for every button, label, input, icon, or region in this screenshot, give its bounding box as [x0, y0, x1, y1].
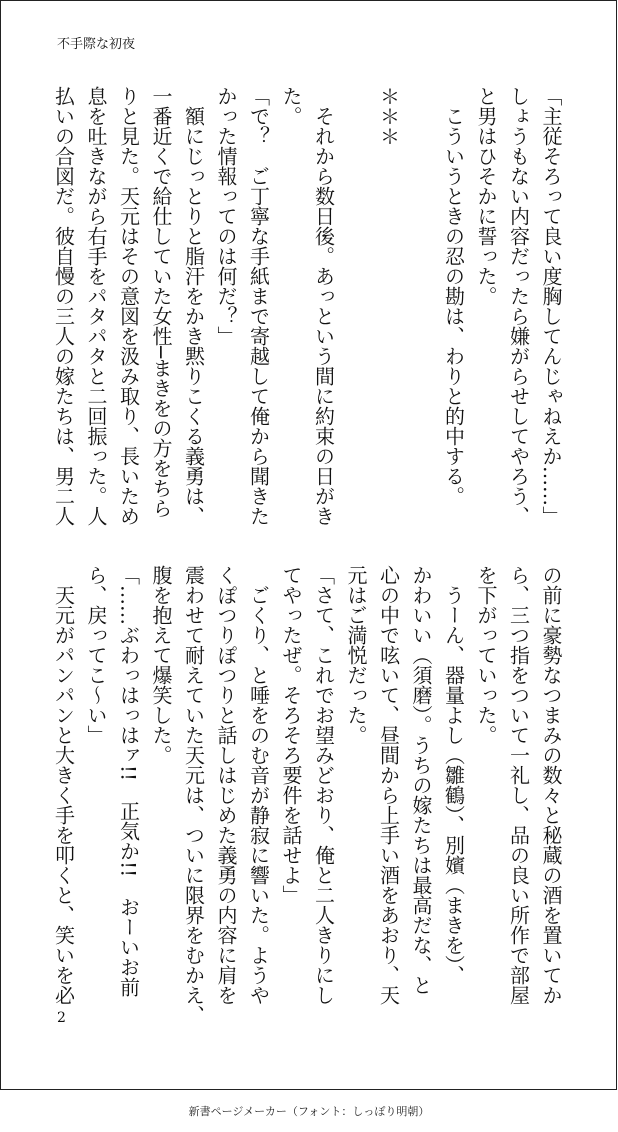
text-column: かわいい（須磨）。うちの嫁たちは最高だな、と [409, 565, 433, 995]
text-column: 元はご満悦だった。 [344, 565, 368, 745]
text-column: 「……ぶわっはっはァ!! 正気か!! おーいお前 [116, 565, 141, 998]
text-column: 天元がパンパンと大きく手を叩くと、笑いを必 [51, 565, 76, 1005]
text-column: 「さて、これでお望みどおり、俺と二人きりにし [311, 565, 336, 1005]
text-column: 「主従そろって良い度胸してんじゃねえか……」 [539, 86, 563, 526]
text-column: ＊＊＊ [376, 86, 401, 146]
text-block-top [47, 86, 567, 532]
text-column: ら、戻ってこ〜い」 [84, 565, 108, 745]
text-column [405, 86, 438, 532]
footer-caption: 新書ページメーカー（フォント：しっぽり明朝） [188, 1105, 430, 1118]
text-column: こういうときの忍の勘は、わりと的中する。 [441, 86, 466, 506]
text-column: 息を吐きながら右手をパタパタと二回振った。人 [84, 86, 108, 526]
text-column: ら、三つ指をついて一礼し、品の良い所作で部屋 [506, 565, 531, 1005]
text-column: 額にじっとりと脂汗をかき黙りこくる義勇は、 [181, 86, 206, 526]
text-column: うーん、器量よし（雛鶴）、別嬪（まきを）、 [441, 565, 466, 985]
text-column: 心の中で呟いて、昼間から上手い酒をあおり、天 [376, 565, 401, 1005]
text-column: を下がっていった。 [474, 565, 498, 745]
page-number: 2 [57, 1010, 66, 1026]
text-column: くぽつりぽつりと話しはじめた義勇の内容に肩を [214, 565, 238, 1005]
text-column: 震わせて耐えていた天元は、ついに限界をむかえ、 [181, 565, 206, 1025]
text-column: 一番近くで給仕していた女性─まきをの方をちら [149, 86, 173, 519]
text-column: た。 [279, 86, 303, 126]
text-column: りと見た。天元はその意図を汲み取り、長いため [116, 86, 141, 526]
text-column: それから数日後。あっという間に約束の日がき [311, 86, 336, 526]
text-column: 払いの合図だ。彼自慢の三人の嫁たちは、男二人 [51, 86, 76, 526]
text-block-bottom [47, 565, 567, 1025]
text-column: 腹を抱えて爆笑した。 [149, 565, 173, 765]
text-column: てやったぜ。そろそろ要件を話せよ」 [279, 565, 303, 905]
text-column: 「で？ ご丁寧な手紙まで寄越して俺から聞きた [246, 86, 271, 526]
text-column: かった情報ってのは何だ？」 [214, 86, 238, 346]
text-column [340, 86, 373, 532]
text-column: ごくり、と唾をのむ音が静寂に響いた。ようや [246, 565, 271, 1005]
text-column: と男はひそかに誓った。 [474, 86, 498, 306]
chapter-title: 不手際な初夜 [57, 37, 136, 52]
text-column: の前に豪勢なつまみの数々と秘蔵の酒を置いてか [539, 565, 563, 1005]
text-column: しょうもない内容だったら嫌がらせしてやろう、 [506, 86, 531, 526]
